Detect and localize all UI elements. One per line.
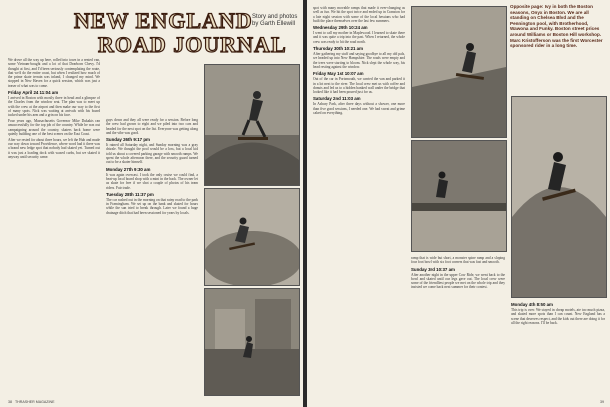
- right-column-3: [511, 300, 605, 394]
- journal-entry-heading: Monday 27th 9:30 am: [106, 166, 151, 172]
- body-paragraph: Four years ago, Massachusetts Governor Mike Dukakis ran unsuccessfully for the top job of the country. While he was out campaigning around the country, skaters back home were quietly building one of the best scenes on the East Coast.: [8, 119, 100, 136]
- title-line-2: ROAD JOURNAL: [98, 32, 287, 57]
- photo-ledge-art: [412, 141, 506, 251]
- body-paragraph: In Asbury Park, after three days without a shower, one more than five good sessions, I needed one. We had sweat and grime caked on everything.: [313, 102, 405, 116]
- body-paragraph: The car rushed out in the morning on that rainy road to the park in Framingham. We set up on the bank and skated for hours while the sun tried to break through. Later we found a huge drainage ditch that had been sessioned for years by locals.: [106, 197, 198, 215]
- body-paragraph: ramp that is wide but short, a monster spine ramp and a sloping four foot bowl with six foot corners that was fast and smooth.: [411, 256, 505, 265]
- body-paragraph: It rained all Saturday night, and Sunday morning was a gray drizzle. We thought the pool would be a loss, but a local kid told us about a covered parking garage with smooth ramps. We spent the whole afternoon there, and the security guard turned out to be a skater himself.: [106, 143, 198, 165]
- photo-street-art: [205, 289, 299, 395]
- right-column-1: [313, 6, 405, 394]
- journal-entry-heading: Friday April 24 11:04 am: [8, 90, 59, 96]
- journal-entry-heading: Thursday 30th 10:21 am: [313, 46, 364, 52]
- skate-photo-5: [411, 140, 507, 252]
- body-paragraph: We drove all the way up here, rolled into town in a rented van, some Vietnam-bought and a lot of that Dearborn Chevy. I'd thought at first, and I'd been seriously contemplating the route, that we'd do the entire coast, but when I realized how much of the prime skate terrain was inland, I changed my mind. We stopped in New Haven for a quick session, which was just a teaser of what was to come.: [8, 58, 100, 88]
- skate-photo-4: [411, 6, 507, 138]
- body-paragraph: I went to call my mother in Maplewood. I learned to skate there and it was quite a trip into the past. When I returned, the whole crew was ready to hit the road north.: [313, 31, 405, 44]
- left-folio: [8, 400, 54, 404]
- photo-skater-art: [205, 65, 299, 185]
- left-column-1: [8, 58, 100, 393]
- body-paragraph: After gathering my stuff and saying goodbye to all my old pals, we headed up into New Hampshire. The roads were empty and the trees were starting to bloom. Nick slept the whole way, his head resting against the window.: [313, 52, 405, 69]
- left-page: [0, 0, 303, 407]
- magazine-name: THRASHER MAGAZINE: [14, 400, 55, 404]
- photo-vert-art: [512, 97, 606, 297]
- page-number-left: 38: [8, 400, 12, 404]
- skate-photo-6: [511, 96, 607, 298]
- right-folio: 39: [600, 400, 604, 404]
- body-paragraph: This trip is over. We stayed in cheap motels, ate too much pizza, and skated more spots than I can count. New England has a scene that deserves respect, and the kids out there are doing it for all the right reasons. I'll be back.: [511, 308, 605, 325]
- journal-entry-heading: Tuesday 28th 11:37 pm: [106, 191, 154, 197]
- body-paragraph: Out of the car in Portsmouth, we carried the van and parked it in a lot next to the river. The local crew met us with coffee and donuts and led us to a hidden banked wall under the bridge that looked like it had been poured just for us.: [313, 77, 405, 95]
- skate-photo-2: [204, 188, 300, 286]
- skate-photo-1: [204, 64, 300, 186]
- right-column-2: [411, 256, 505, 394]
- body-paragraph: After another night in the upper Cow Ride, we went back to the bowl and skated until our legs gave out. The local crew were some of the friendliest people we met on the whole trip and they insisted we come back next summer for their contest.: [411, 272, 505, 290]
- journal-entry-heading: Wednesday 29th 10:24 am: [313, 25, 368, 31]
- right-page: [307, 0, 610, 407]
- left-column-2: [106, 118, 198, 393]
- journal-entry-heading: Sunday 26th 9:17 pm: [106, 137, 150, 143]
- body-paragraph: guys down and they all were ready for a session. Before long the crew had grown to eight and we piled into two cars and headed for the next spot on the list. Everyone was getting along and the vibe was good.: [106, 118, 198, 135]
- photo-bowl-art: [205, 189, 299, 285]
- skate-photo-3: [204, 288, 300, 396]
- photo-ramp-art: [412, 7, 506, 137]
- body-paragraph: It was again overcast. I took the only cruise we could find, a beat-up local board shop with a mini in the back. The owner let us skate for free if we shot a couple of photos of his team riders. Fair trade.: [106, 172, 198, 190]
- body-paragraph: After we rested for about three hours, we left the Hub and made our way down toward Providence, where word had it there was a brand new ledge spot that nobody had skated yet. Turned out it was just a loading dock with waxed curbs, but we skated it anyway until security came.: [8, 137, 100, 159]
- journal-entry-heading: Saturday 2nd 11:03 am: [313, 96, 361, 102]
- body-paragraph: spot with many movable ramps that made it ever-changing as well as fun. We hit the spot twice and ended up in Cranston for a late night session with some of the local hessians who had built the place themselves over the last few summers.: [313, 6, 405, 23]
- journal-entry-heading: Monday 4th 8:50 am: [511, 302, 553, 307]
- journal-entry-heading: Friday May 1st 10:07 am: [313, 71, 364, 77]
- title-line-1: NEW ENGLAND: [74, 8, 253, 33]
- photo-caption: Opposite page: Ivy in both the Boston seasons, Onyx in Boston. We are all standing on Chelsea Blvd and the Pennington pool, with Brotherhood, Wawona and Funky. Boston street prices around Williams or Boston Hill workshop. Marc Kristofferson was the first Worcester sponsored rider in a long time.: [510, 4, 603, 49]
- body-paragraph: I arrived in Boston with mostly three in head and a glimpse of the Charles from the window seat. The plan was to meet up with the crew at the airport and then make our way to the first of many spots. Nick was waiting at arrivals with his board tucked under his arm and a grin on his face.: [8, 96, 100, 118]
- byline: Story and photos by Garth Ellewill: [252, 14, 298, 27]
- journal-entry-heading: Sunday 3rd 10:37 am: [411, 266, 455, 272]
